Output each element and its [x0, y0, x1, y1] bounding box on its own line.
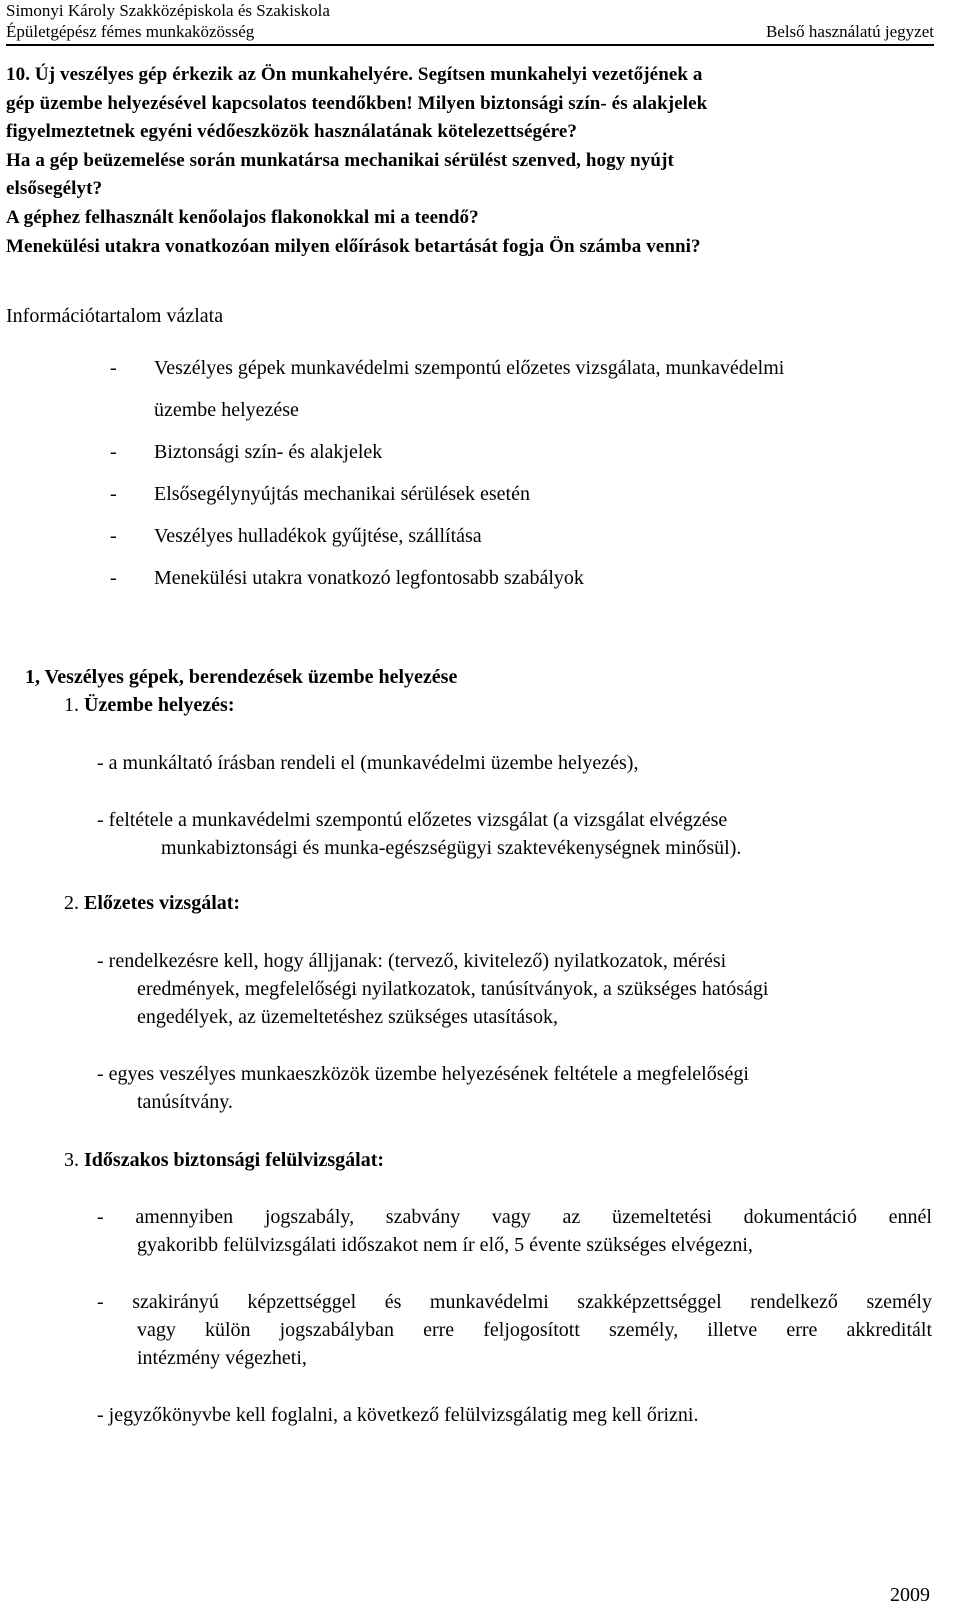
paragraph [97, 1401, 932, 1429]
question-line: figyelmeztetnek egyéni védőeszközök használatának kötelezettségére? [6, 121, 577, 143]
outline-item-text: Veszélyes gépek munkavédelmi szempontú előzetes vizsgálata, munkavédelmi [154, 357, 785, 379]
paragraph-line: - rendelkezésre kell, hogy álljjanak: (tervező, kivitelező) nyilatkozatok, mérési [97, 950, 727, 972]
outline-item-text: Biztonsági szín- és alakjelek [154, 441, 383, 463]
paragraph-line: gyakoribb felülvizsgálati időszakot nem ír elő, 5 évente szükséges elvégezni, [137, 1234, 753, 1256]
subsection-heading-1 [64, 692, 235, 718]
outline-dash: - [110, 525, 117, 547]
question-line: Menekülési utakra vonatkozóan milyen előírások betartását fogja Ön számba venni? [6, 235, 701, 257]
subsection-title: Üzembe helyezés: [84, 694, 235, 716]
header-school: Simonyi Károly Szakközépiskola és Szakiskola [6, 1, 330, 20]
outline-item-text: üzembe helyezése [154, 399, 299, 421]
paragraph [97, 749, 932, 777]
subsection-title: Időszakos biztonsági felülvizsgálat: [84, 1149, 385, 1171]
paragraph [97, 947, 932, 1031]
paragraph [97, 1203, 932, 1259]
question-line: A géphez felhasznált kenőolajos flakonokkal mi a teendő? [6, 206, 479, 228]
outline-item-text: Veszélyes hulladékok gyűjtése, szállítása [154, 525, 482, 547]
paragraph-line: - feltétele a munkavédelmi szempontú előzetes vizsgálat (a vizsgálat elvégzése [97, 809, 728, 831]
subsection-number: 1. [64, 694, 79, 716]
subsection-number: 2. [64, 892, 79, 914]
section-heading: 1, Veszélyes gépek, berendezések üzembe helyezése [25, 666, 458, 688]
paragraph-line: vagy külön jogszabályban erre feljogosított személy, illetve erre akkreditált [137, 1319, 932, 1341]
subsection-number: 3. [64, 1149, 79, 1171]
outline-dash: - [110, 483, 117, 505]
paragraph-line: - szakirányú képzettséggel és munkavédelmi szakképzettséggel rendelkező személy [97, 1291, 932, 1313]
paragraph [97, 1288, 932, 1372]
question-line: gép üzembe helyezésével kapcsolatos teendőkben! Milyen biztonsági szín- és alakjelek [6, 92, 708, 114]
header-department-line [6, 22, 934, 42]
paragraph-line: tanúsítvány. [137, 1091, 233, 1113]
subsection-heading-3 [64, 1147, 384, 1173]
paragraph-line: - amennyiben jogszabály, szabvány vagy az üzemeltetési dokumentáció ennél [97, 1206, 932, 1228]
subsection-heading-2 [64, 890, 240, 916]
paragraph-line: eredmények, megfelelőségi nyilatkozatok, tanúsítványok, a szükséges hatósági [137, 978, 769, 1000]
question-line: elsősegélyt? [6, 178, 103, 200]
question-line: Ha a gép beüzemelése során munkatársa mechanikai sérülést szenved, hogy nyújt [6, 149, 674, 171]
paragraph-line: - jegyzőkönyvbe kell foglalni, a következő felülvizsgálatig meg kell őrizni. [97, 1404, 699, 1426]
outline-dash: - [110, 441, 117, 463]
outline-item-text: Elsősegélynyújtás mechanikai sérülések esetén [154, 483, 530, 505]
outline-dash: - [110, 357, 117, 379]
header-school-line [6, 1, 934, 21]
paragraph-line: - egyes veszélyes munkaeszközök üzembe helyezésének feltétele a megfelelőségi [97, 1063, 749, 1085]
subsection-title: Előzetes vizsgálat: [84, 892, 241, 914]
outline-item-text: Menekülési utakra vonatkozó legfontosabb szabályok [154, 567, 584, 589]
footer-year: 2009 [890, 1584, 930, 1606]
paragraph-line: intézmény végezheti, [137, 1347, 307, 1369]
header-classification: Belső használatú jegyzet [765, 22, 934, 41]
paragraph [97, 1060, 932, 1116]
paragraph-line: - a munkáltató írásban rendeli el (munkavédelmi üzembe helyezés), [97, 752, 639, 774]
header-department: Épületgépész fémes munkaközösség [6, 22, 255, 41]
paragraph-line: munkabiztonsági és munka-egészségügyi szaktevékenységnek minősül). [161, 837, 742, 859]
question-line: 10. Új veszélyes gép érkezik az Ön munkahelyére. Segítsen munkahelyi vezetőjének a [6, 64, 703, 85]
question-block [6, 61, 940, 261]
outline-dash: - [110, 567, 117, 589]
header-divider [6, 44, 934, 46]
paragraph-line: engedélyek, az üzemeltetéshez szükséges utasítások, [137, 1006, 558, 1028]
outline-title: Információtartalom vázlata [6, 305, 224, 327]
paragraph [97, 806, 932, 862]
